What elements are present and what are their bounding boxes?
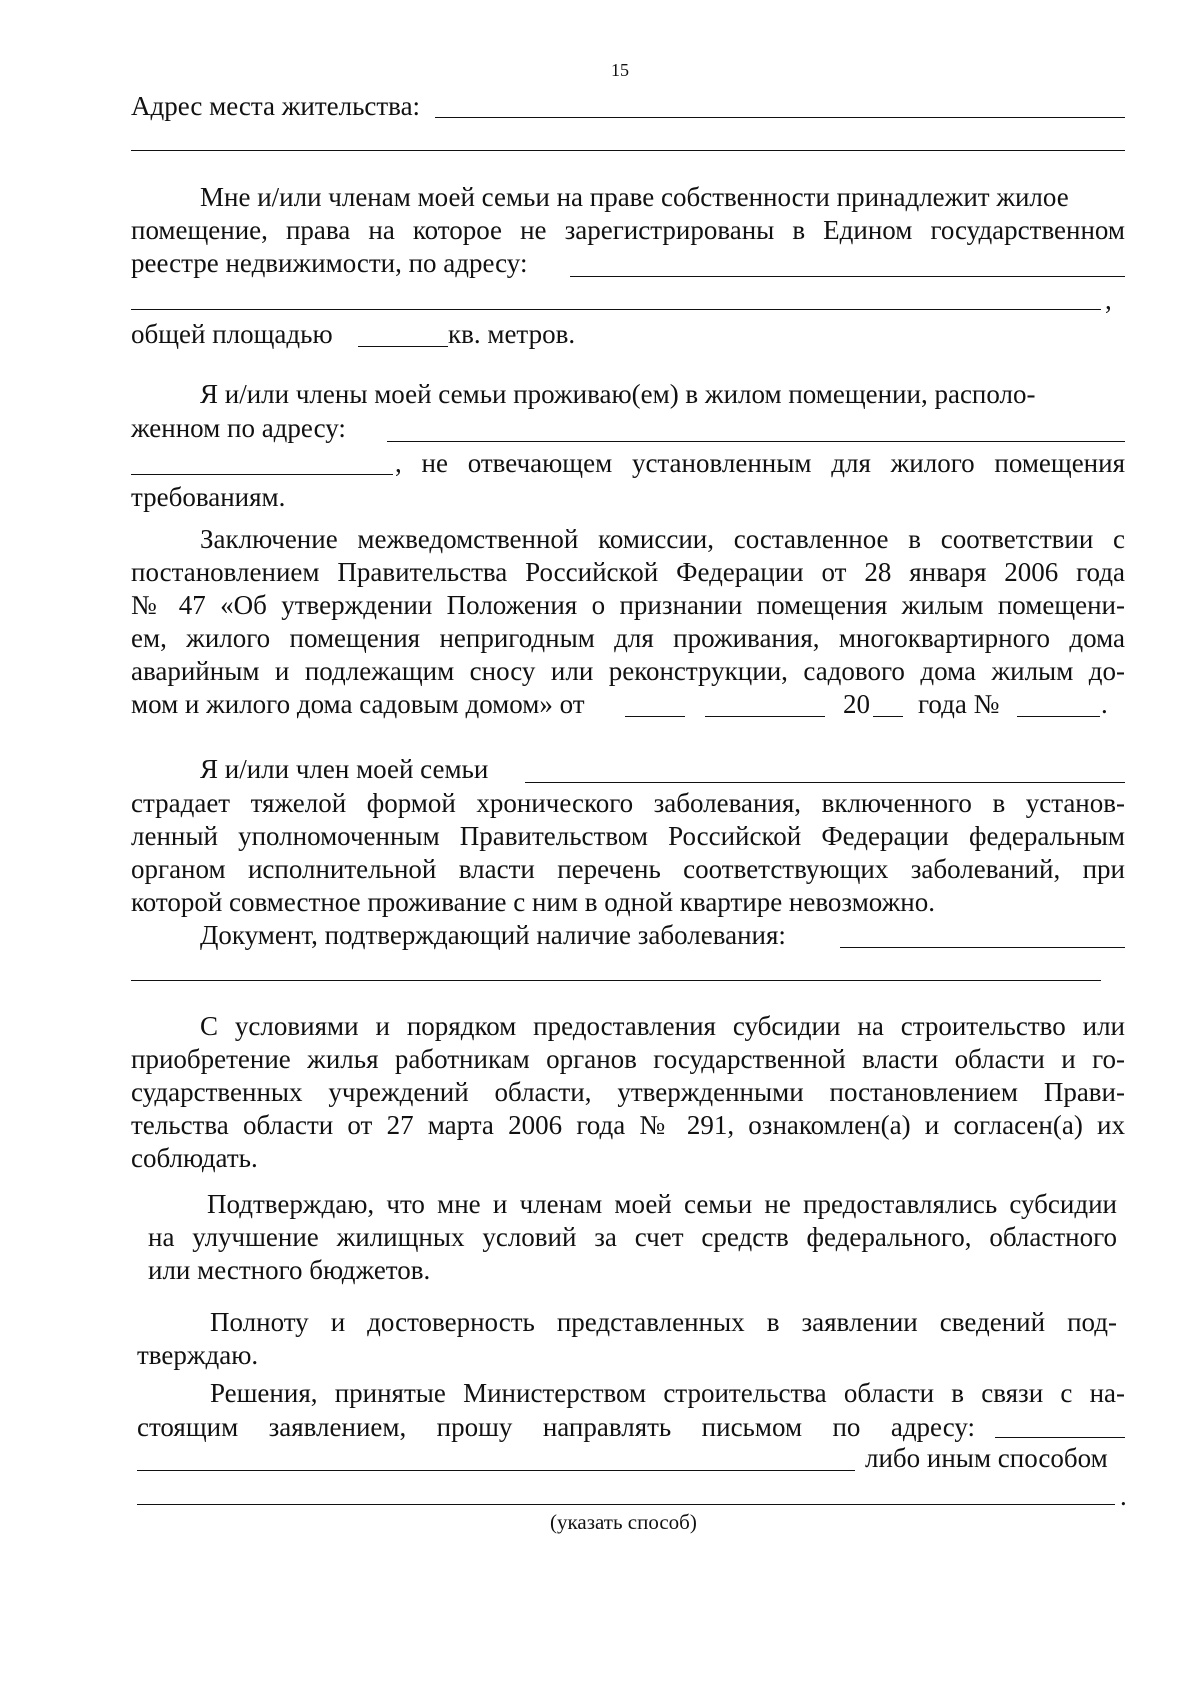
conclusion-year-prefix: 20	[843, 689, 870, 719]
disease-line-1: Я и/или член моей семьи	[200, 754, 489, 784]
disease-line-2: страдает тяжелой формой хронического заболевания, включенного в установ-	[131, 788, 1125, 818]
conclusion-dot: .	[1101, 689, 1108, 719]
conditions-line-5: соблюдать.	[131, 1143, 258, 1173]
conclusion-year-field[interactable]	[873, 716, 903, 717]
decisions-dot: .	[1120, 1481, 1127, 1511]
decisions-method-caption: (указать способ)	[550, 1510, 697, 1534]
disease-line-3: ленный уполномоченным Правительством Российской Федерации федеральным	[131, 821, 1125, 851]
conclusion-line-1: Заключение межведомственной комиссии, составленное в соответствии с	[200, 524, 1125, 554]
address-field[interactable]	[435, 117, 1125, 118]
decisions-line-2: стоящим заявлением, прошу направлять письмом по адресу:	[137, 1412, 975, 1442]
page-number: 15	[611, 60, 629, 80]
disease-document-field[interactable]	[840, 947, 1125, 948]
area-label: общей площадью	[131, 319, 333, 349]
conclusion-line-5: аварийным и подлежащим сносу или реконструкции, садового дома жилым до-	[131, 656, 1125, 686]
disease-member-field[interactable]	[525, 782, 1125, 783]
decisions-line-3: либо иным способом	[865, 1443, 1108, 1473]
conclusion-line-6: мом и жилого дома садовым домом» от	[131, 689, 585, 719]
conclusion-month-field[interactable]	[705, 716, 825, 717]
address-field-line2[interactable]	[131, 150, 1125, 151]
disease-line-5: которой совместное проживание с ним в одной квартире невозможно.	[131, 887, 935, 917]
conditions-line-3: сударственных учреждений области, утвержденными постановлением Прави-	[131, 1077, 1125, 1107]
accuracy-line-2: тверждаю.	[137, 1340, 259, 1370]
address-label: Адрес места жительства:	[131, 91, 421, 121]
area-field[interactable]	[358, 346, 448, 347]
area-unit: кв. метров.	[448, 319, 576, 349]
ownership-line-2: помещение, права на которое не зарегистрированы в Едином государственном	[131, 215, 1125, 245]
conclusion-number-label: года №	[918, 689, 1000, 719]
confirm-line-2: на улучшение жилищных условий за счет средств федерального, областного	[148, 1222, 1117, 1252]
residence-line-4: требованиям.	[131, 482, 286, 512]
conditions-line-2: приобретение жилья работникам органов государственной власти области и го-	[131, 1044, 1125, 1074]
decisions-address-field-line2[interactable]	[137, 1470, 855, 1471]
disease-document-label: Документ, подтверждающий наличие заболевания:	[200, 920, 786, 950]
ownership-line-1: Мне и/или членам моей семьи на праве собственности принадлежит жилое	[200, 182, 1069, 212]
conclusion-line-2: постановлением Правительства Российской Федерации от 28 января 2006 года	[131, 557, 1125, 587]
decisions-line-1: Решения, принятые Министерством строительства области в связи с на-	[210, 1378, 1125, 1408]
ownership-line-3: реестре недвижимости, по адресу:	[131, 248, 528, 278]
disease-line-4: органом исполнительной власти перечень соответствующих заболеваний, при	[131, 854, 1125, 884]
confirm-line-1: Подтверждаю, что мне и членам моей семьи не предоставлялись субсидии	[207, 1189, 1117, 1219]
conclusion-line-4: ем, жилого помещения непригодным для проживания, многоквартирного дома	[131, 623, 1125, 653]
conditions-line-1: С условиями и порядком предоставления субсидии на строительство или	[200, 1011, 1125, 1041]
disease-document-field-line2[interactable]	[131, 980, 1101, 981]
residence-line-1: Я и/или члены моей семьи проживаю(ем) в жилом помещении, располо-	[200, 379, 1036, 409]
decisions-method-field[interactable]	[137, 1504, 1115, 1505]
ownership-address-field[interactable]	[570, 276, 1125, 277]
accuracy-line-1: Полноту и достоверность представленных в заявлении сведений под-	[210, 1307, 1117, 1337]
residence-line-3: , не отвечающем установленным для жилого помещения	[395, 448, 1125, 478]
residence-address-field[interactable]	[387, 441, 1125, 442]
decisions-address-field[interactable]	[995, 1437, 1125, 1438]
residence-line-2: женном по адресу:	[131, 413, 346, 443]
conclusion-day-field[interactable]	[625, 716, 685, 717]
ownership-comma: ,	[1105, 285, 1112, 315]
ownership-address-field-line2[interactable]	[131, 309, 1101, 310]
conditions-line-4: тельства области от 27 марта 2006 года № 291, ознакомлен(а) и согласен(а) их	[131, 1110, 1125, 1140]
conclusion-line-3: № 47 «Об утверждении Положения о признании помещения жилым помещени-	[131, 590, 1125, 620]
conclusion-number-field[interactable]	[1017, 716, 1100, 717]
confirm-line-3: или местного бюджетов.	[148, 1255, 431, 1285]
residence-address-field-line2[interactable]	[131, 474, 393, 475]
